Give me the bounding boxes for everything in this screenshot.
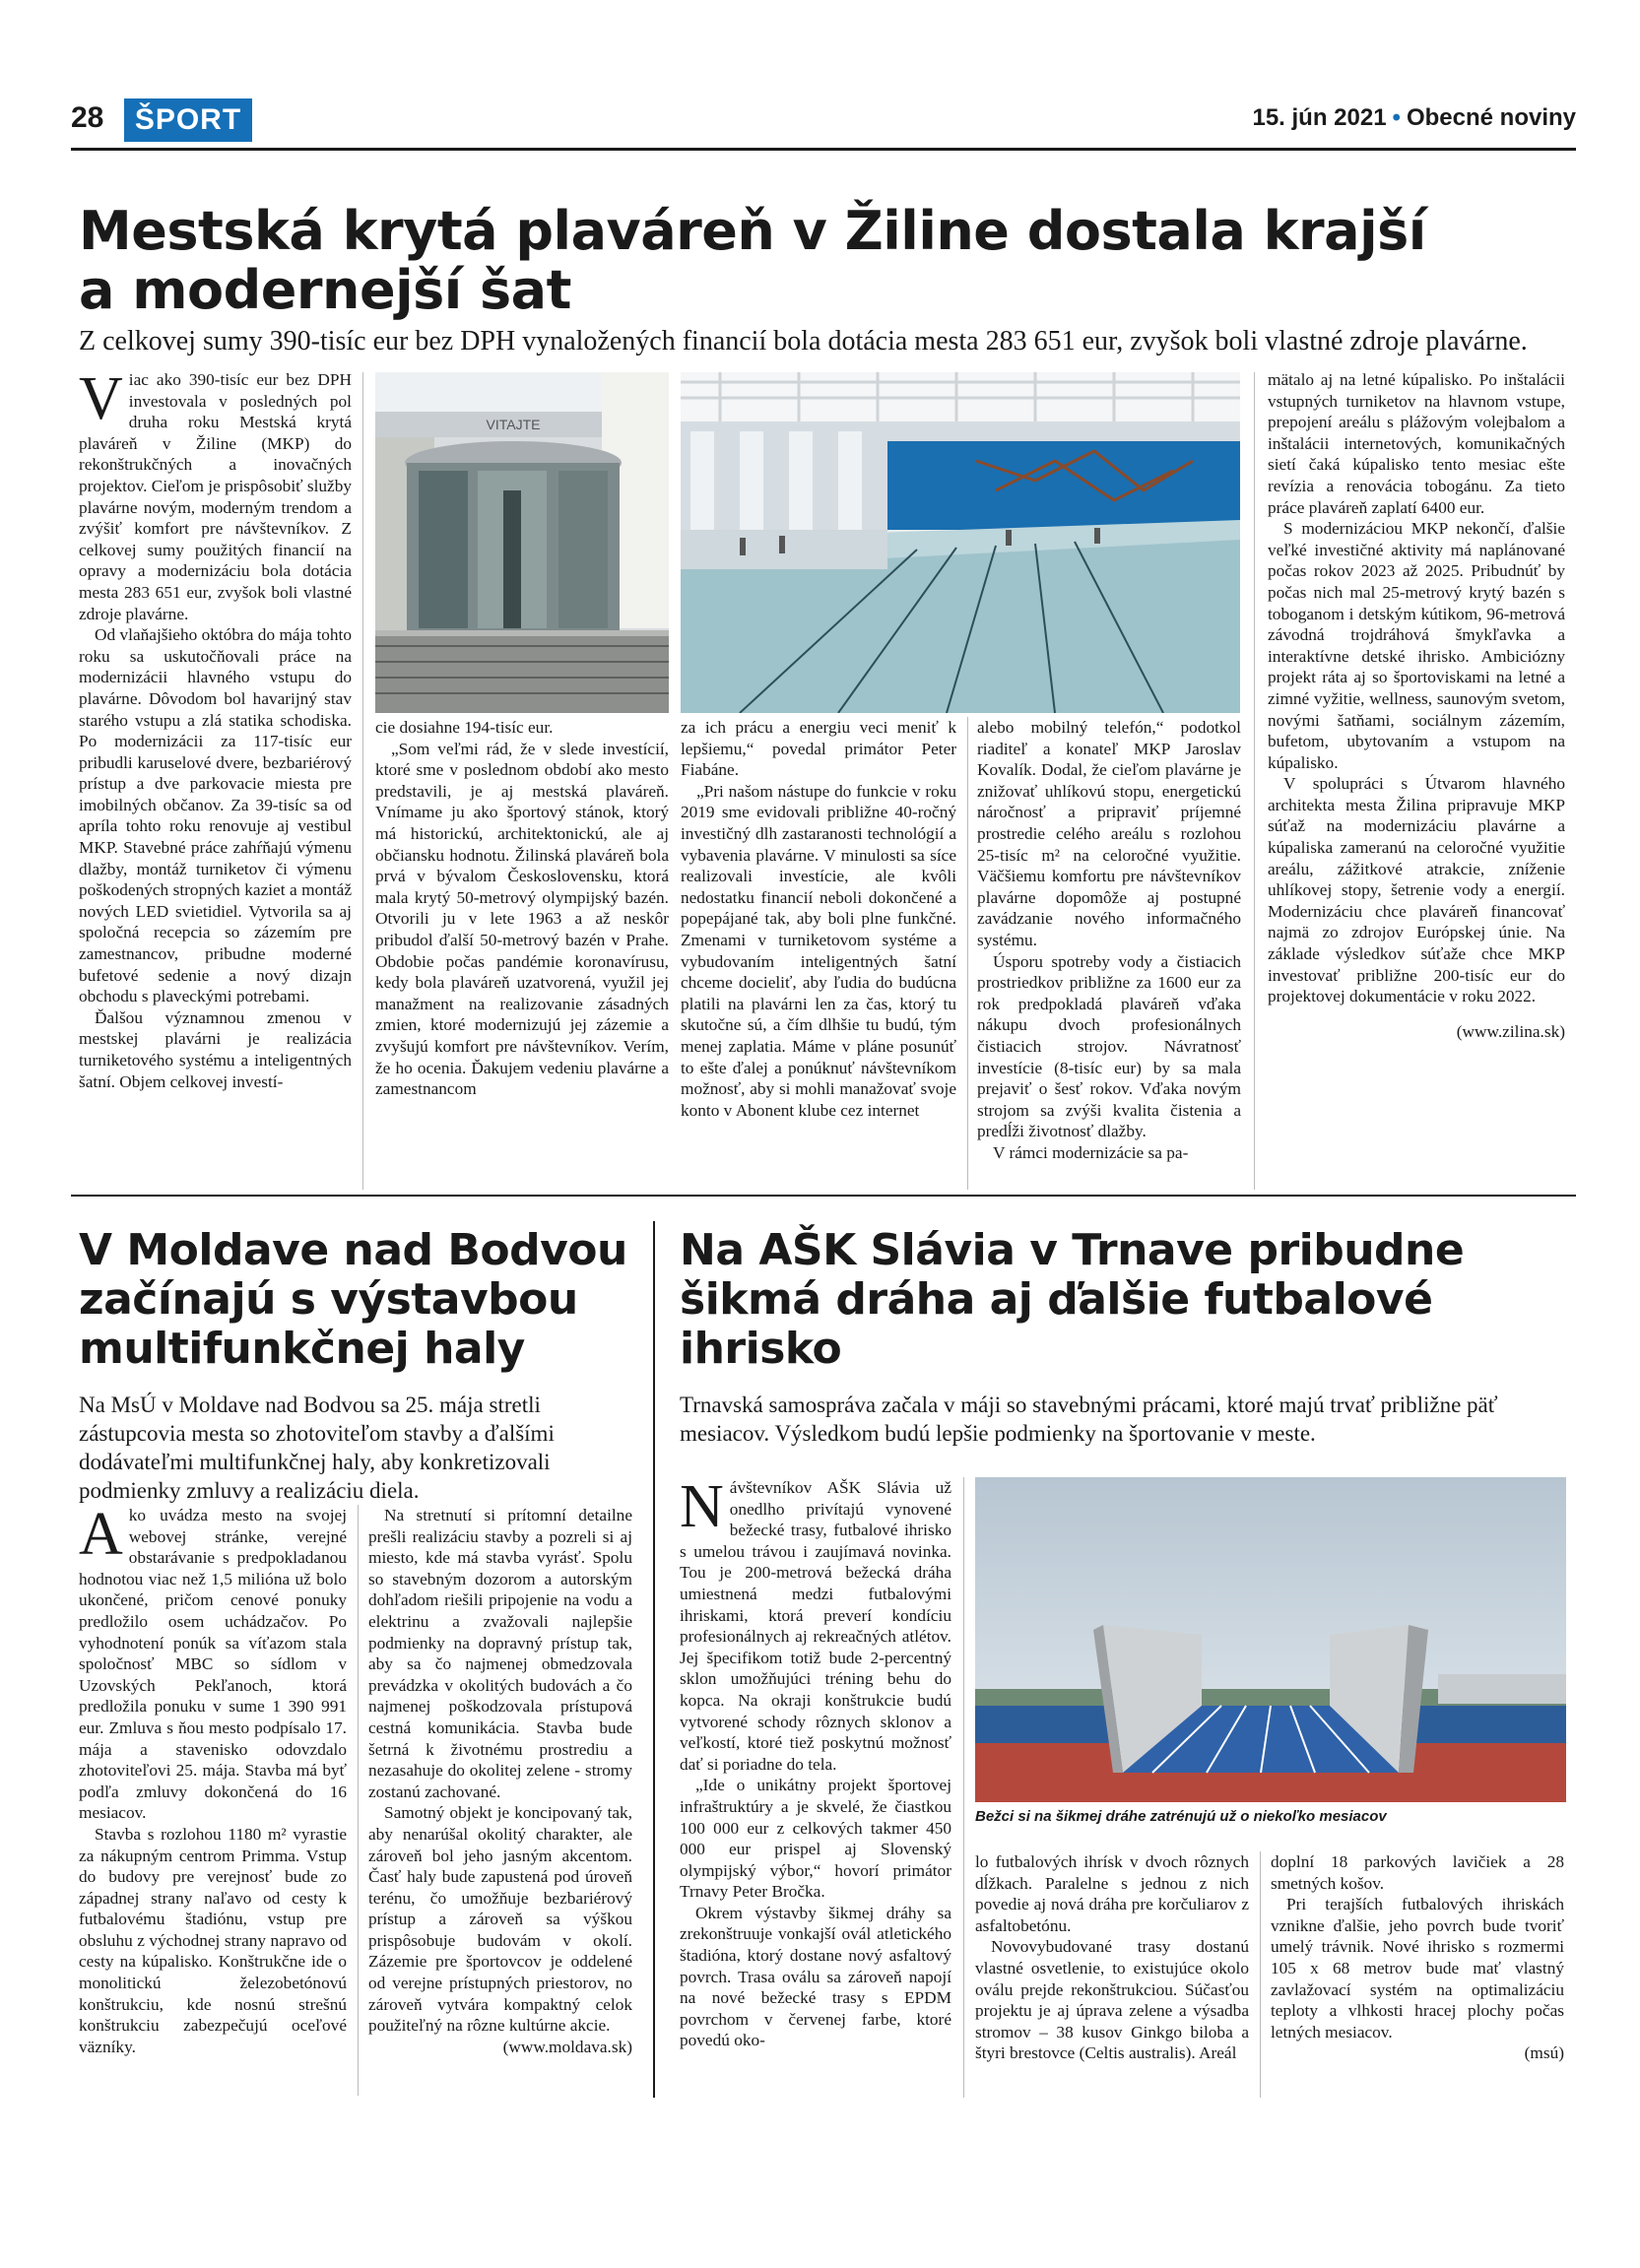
article2-source: (www.moldava.sk)	[502, 2037, 632, 2056]
column-divider	[967, 717, 968, 1190]
drop-cap: A	[79, 1501, 123, 1568]
article2-title-line1: V Moldave nad Bodvou	[79, 1225, 627, 1275]
drop-cap: V	[79, 365, 123, 432]
section-label: ŠPORT	[124, 98, 252, 142]
article3-col2-p2: Novovybudované trasy dostanú vlastné osvetlenie, to existujúce okolo oválu prejde rekonštrukciou. Súčasťou projektu je aj úprava zelene a výsadba stromov – 38 kusov Ginkgo biloba a štyri brestovce (Celtis australis). Areál	[975, 1937, 1249, 2063]
article1-col5-p1: mätalo aj na letné kúpalisko. Po inštalácii vstupných turniketov na hlavnom vstupe, prepojení areálu s plážovým volejbalom a inštalácii internetových, komunikačných sietí čaká kúpalisko tento mesiac ešte revízia a renovácia tobogánu. Za tieto práce plaváreň zaplatí 6400 eur.	[1268, 370, 1565, 517]
photo-sloped-track	[975, 1477, 1566, 1802]
article1-col5	[1268, 369, 1565, 1042]
photo-caption: Bežci si na šikmej dráhe zatrénujú už o niekoľko mesiacov	[975, 1808, 1387, 1825]
publication-name: Obecné noviny	[1406, 104, 1576, 131]
article2-col1-p2: Stavba s rozlohou 1180 m² vyrastie za nákupným centrom Primma. Vstup do budovy pre verejnosť bude zo západnej strany naľavo od cesty k futbalovému štadiónu, vstup pre obsluhu z východnej strany napravo od cesty na kúpalisko. Konštrukčne ide o monolitickú železobetónovú konštrukciu, kde nosnú strešnú konštrukciu zabezpečujú oceľové väzníky.	[79, 1824, 347, 2056]
article3-col1-p2: „Ide o unikátny projekt športovej infraštruktúry a je skvelé, že čiastkou 100 000 eur z celkových takmer 450 000 eur prispel aj Slovenský olympijský výbor,“ hovorí primátor Trnavy Peter Bročka.	[680, 1776, 951, 1902]
issue-date: 15. jún 2021	[1252, 104, 1387, 131]
article1-col5-p3: V spolupráci s Útvarom hlavného architekta mesta Žilina pripravuje MKP súťaž na modernizáciu plavárne a kúpaliska zameranú na celoročné využitie areálu, zážitkové atrakcie, zníženie uhlíkovej stopy, šetrenie vody a energií. Modernizáciu chce plaváreň financovať najmä zo zdrojov Európskej únie. Na základe výsledkov súťaže chce MKP investovať približne 200-tisíc eur do projektovej dokumentácie v roku 2022.	[1268, 774, 1565, 1006]
photo-swimming-pool	[681, 372, 1240, 713]
article1-col1-p3: Ďalšou významnou zmenou v mestskej plavárni je realizácia turniketového systému a inteligentných šatní. Objem celkovej investí-	[79, 1007, 352, 1091]
column-divider	[358, 1505, 359, 2096]
article3-col2	[975, 1851, 1249, 2064]
article2-col1	[79, 1501, 347, 2057]
article1-col3-p1: za ich prácu a energiu veci meniť k lepšiemu,“ povedal primátor Peter Fiabáne.	[681, 718, 956, 780]
article1-col3	[681, 717, 956, 1121]
article1-col2-p2: „Som veľmi rád, že v slede investícií, ktoré sme v poslednom období ako mesto predstavili, je aj mestská plaváreň. Vnímame ju ako športový stánok, ktorý má historickú, architektonickú, ale aj občiansku hodnotu. Žilinská plaváreň bola prvá v bývalom Československu, ktorá mala krytý 50-metrový olympijský bazén. Otvorili ju v lete 1963 a až neskôr pribudol ďalší 50-metrový bazén v Prahe. Obdobie počas pandémie koronavírusu, kedy bola plaváreň uzatvorená, využil jej manažment na realizovanie zásadných zmien, ktoré modernizujú jej zázemie a zvyšujú komfort pre návštevníkov. Verím, že ho ocenia. Ďakujem vedeniu plavárne a zamestnancom	[375, 739, 669, 1099]
article3-col1	[680, 1473, 951, 2051]
article1-col5-p2: S modernizáciou MKP nekončí, ďalšie veľké investičné aktivity má naplánované počas rokov 2023 až 2025. Pribudnúť by počas nich mal 25-metrový krytý bazén s toboganom i detským kútikom, 96-metrová závodná trojdráhová šmykľavka a interaktívne detské ihrisko. Ambiciózny projekt ráta aj so športoviskami na letné a zimné vyžitie, wellness, saunovým svetom, novými šatňami, sociálnym zázemím, bufetom, ubytovaním a vstupom na kúpalisko.	[1268, 519, 1565, 772]
article3-col3	[1271, 1851, 1564, 2064]
article1-col4-p3: V rámci modernizácie sa pa-	[993, 1142, 1189, 1162]
article1-col1	[79, 365, 352, 1092]
article1-col1-p2: Od vlaňajšieho októbra do mája tohto roku sa uskutočňovali práce na modernizácii hlavného vstupu do plavárne. Dôvodom bol havarijný stav starého vstupu a zlá statika schodiska. Po modernizácii za 117-tisíc eur pribudli karuselové dvere, bezbariérový prístup a dve parkovacie miesta pre imobilných občanov. Za 39-tisíc sa od apríla tohto roku renovuje aj vestibul MKP. Stavebné práce zahŕňajú výmenu dlažby, montáž turniketov či výmenu poškodených stropných kaziet a montáž nových LED svietidiel. Vytvorila sa aj spoločná recepcia so zázemím pre zamestnancov, pribudne moderné bufetové sedenie a nový dizajn obchodu s plaveckými potrebami.	[79, 625, 352, 1006]
article3-lead: Trnavská samospráva začala v máji so stavebnými prácami, ktoré majú trvať približne päť mesiacov. Výsledkom budú lepšie podmienky na športovanie v meste.	[680, 1393, 1498, 1446]
article3-title-line3: ihrisko	[680, 1324, 842, 1374]
column-divider	[1260, 1851, 1261, 2098]
column-divider	[963, 1477, 964, 2098]
article2-title	[79, 1226, 630, 1374]
article3-title	[680, 1226, 1576, 1374]
masthead-info	[1252, 104, 1576, 132]
page-number: 28	[71, 101, 104, 134]
article2-col2-p2: Samotný objekt je koncipovaný tak, aby nenarúšal okolitý charakter, ale zároveň bol jeho jasným akcentom. Časť haly bude zapustená pod úroveň terénu, čo umožňuje bezbariérový prístup a zároveň sa výškou prispôsobuje budovám v okolí. Zázemie pre športovcov je oddelené od verejne prístupných priestorov, no zároveň vytvára kompaktný celok použiteľný na rôzne kultúrne akcie.	[368, 1803, 632, 2036]
article1-title	[79, 202, 1576, 320]
article3-col1-p3: Okrem výstavby šikmej dráhy sa zrekonštruuje vonkajší ovál atletického štadióna, ktorý dostane nový asfaltový povrch. Trasa oválu sa zároveň napojí na nové bežecké trasy s EPDM povrchom v červenej farbe, ktoré povedú oko-	[680, 1903, 951, 2050]
article2-title-line3: multifunkčnej haly	[79, 1324, 525, 1374]
header-rule	[71, 148, 1576, 151]
photo-pool-entrance	[375, 372, 669, 713]
column-divider	[362, 372, 363, 1190]
article2-col1-p1: Ako uvádza mesto na svojej webovej stránke, verejné obstarávanie s predpokladanou hodnotou viac než 1,5 milióna už bolo ukončené, pričom cenové ponuky predložilo osem uchádzačov. Po vyhodnotení ponúk sa víťazom stala spoločnosť MBC so sídlom v Uzovských Pekľanoch, ktorá predložila ponuku v sume 1 390 991 eur. Zmluva s ňou mesto podpísalo 17. mája a stavenisko odovzdalo zhotoviteľovi 25. mája. Stavba má byť podľa zmluvy dokončená do 16 mesiacov.	[79, 1501, 347, 1823]
article1-col4-p1: alebo mobilný telefón,“ podotkol riaditeľ a konateľ MKP Jaroslav Kovalík. Dodal, že cieľom plavárne je znižovať uhlíkovú stopu, energetickú náročnosť a pripraviť príjemné prostredie celého areálu s rozlohou 25-tisíc m² na celoročné využitie. Väčšiemu komfortu pre návštevníkov plavárne dopomôže aj postupné zavádzanie nového informačného systému.	[977, 718, 1241, 949]
article1-source: (www.zilina.sk)	[1456, 1021, 1565, 1041]
article1-lead: Z celkovej sumy 390-tisíc eur bez DPH vynaložených financií bola dotácia mesta 283 651 eur, zvyšok boli vlastné zdroje plavárne.	[79, 326, 1528, 356]
article2-lead: Na MsÚ v Moldave nad Bodvou sa 25. mája stretli zástupcovia mesta so zhotoviteľom stavby a ďalšími dodávateľmi multifunkčnej haly, aby konkretizovali podmienky zmluvy a realizáciu diela.	[79, 1393, 555, 1503]
article1-col2-p1: cie dosiahne 194-tisíc eur.	[375, 718, 554, 737]
article1-col1-p1: Viac ako 390-tisíc eur bez DPH investovala v posledných pol druha roku Mestská krytá plaváreň v Žiline (MKP) do rekonštrukčných a inovačných projektov. Cieľom je prispôsobiť služby plavárne novým, moderným trendom a zvýšiť komfort pre návštevníkov. Z celkovej sumy použitých financií na opravy a modernizáciu bola dotácia mesta 283 651 eur, zvyšok boli vlastné zdroje plavárne.	[79, 365, 352, 623]
column-divider	[1254, 372, 1255, 1190]
article1-title-line2: a modernejší šat	[79, 259, 571, 321]
article1-col4-p2: Úsporu spotreby vody a čistiacich prostriedkov približne za 1600 eur za rok predpokladá plaváreň vďaka nákupu dvoch profesionálnych čistiacich strojov. Návratnosť investície (8-tisíc eur) by sa mala prejaviť o šesť rokov. Vďaka novým strojom sa zvýši kvalita čistenia a predĺži životnosť dlažby.	[977, 951, 1241, 1141]
article2-col2	[368, 1505, 632, 2057]
photo-sign-text: VITAJTE	[486, 417, 541, 432]
article3-col3-p1: doplní 18 parkových lavičiek a 28 smetných košov.	[1271, 1852, 1564, 1893]
article2-col2-p1: Na stretnutí si prítomní detailne prešli realizáciu stavby a pozreli si aj miesto, kde má stavba vyrásť. Spolu so stavebným dozorom a autorským dohľadom riešili pripojenie na vodu a elektrinu a zvažovali najlepšie podmienky na dopravný prístup tak, aby sa čo najmenej obmedzovala prevádzka v okolitých budovách a čo najmenej poškodzovala prístupová cestná komunikácia. Stavba bude šetrná k životnému prostrediu a nezasahuje do okolitej zelene - stromy zostanú zachované.	[368, 1506, 632, 1801]
article2-title-line2: začínajú s výstavbou	[79, 1274, 578, 1325]
article3-title-line1: Na AŠK Slávia v Trnave pribudne	[680, 1225, 1465, 1275]
article1-col4	[977, 717, 1241, 1163]
article3-col1-p1: Návštevníkov AŠK Slávia už onedlho privítajú vynovené bežecké trasy, futbalové ihrisko s umelou trávou i zaujímavá novinka. Tou je 200-metrová bežecká dráha umiestnená medzi futbalovými ihriskami, ktorá preverí kondíciu profesionálnych aj rekreačných atlétov. Jej špecifikom totiž bude 2-percentný sklon umožňujúci tréning behu do kopca. Na okraji konštrukcie budú vytvorené schody rôznych sklonov a veľkostí, ktoré tiež poskytnú možnosť dať si poriadne do tela.	[680, 1473, 951, 1774]
bullet-separator: •	[1392, 104, 1401, 131]
drop-cap: N	[680, 1473, 724, 1540]
article1-col3-p2: „Pri našom nástupe do funkcie v roku 2019 sme evidovali približne 40-ročný investičný dlh zastaranosti technológií a vybavenia plavárne. V minulosti sa síce realizovali investície, ale kvôli nedostatku financií neboli dokončené a popepájané tak, aby boli plne funkčné. Zmenami v turniketovom systéme a vybudovaním inteligentných šatní chceme docieliť, aby ľudia do budúcna platili na plavárni len za čas, ktorý tu skutočne sú, a čím dlhšie tu budú, tým menej zaplatia. Máme v pláne posunúť to ešte ďalej a ponúknuť návštevníkom možnosť, aby si mohli manažovať svoje konto v Abonent klube cez internet	[681, 781, 956, 1120]
article-separator	[71, 1195, 1576, 1197]
article3-col2-p1: lo futbalových ihrísk v dvoch rôznych dĺžkach. Paralelne s jednou z nich povedie aj nová dráha pre korčuliarov z asfaltobetónu.	[975, 1852, 1249, 1935]
article1-col2	[375, 717, 669, 1100]
article3-source: (msú)	[1524, 2043, 1564, 2063]
article3-col3-p2: Pri terajších futbalových ihriskách vznikne ďalšie, jeho povrch bude tvoriť umelý trávnik. Nové ihrisko s rozmermi 105 x 68 metrov bude mať vlastný zavlažovací systém na optimalizáciu teploty a vlhkosti hracej plochy počas letných mesiacov.	[1271, 1895, 1564, 2041]
article1-title-line1: Mestská krytá plaváreň v Žiline dostala krajší	[79, 200, 1426, 262]
article3-title-line2: šikmá dráha aj ďalšie futbalové	[680, 1274, 1433, 1325]
article-separator-vertical	[653, 1221, 655, 2098]
